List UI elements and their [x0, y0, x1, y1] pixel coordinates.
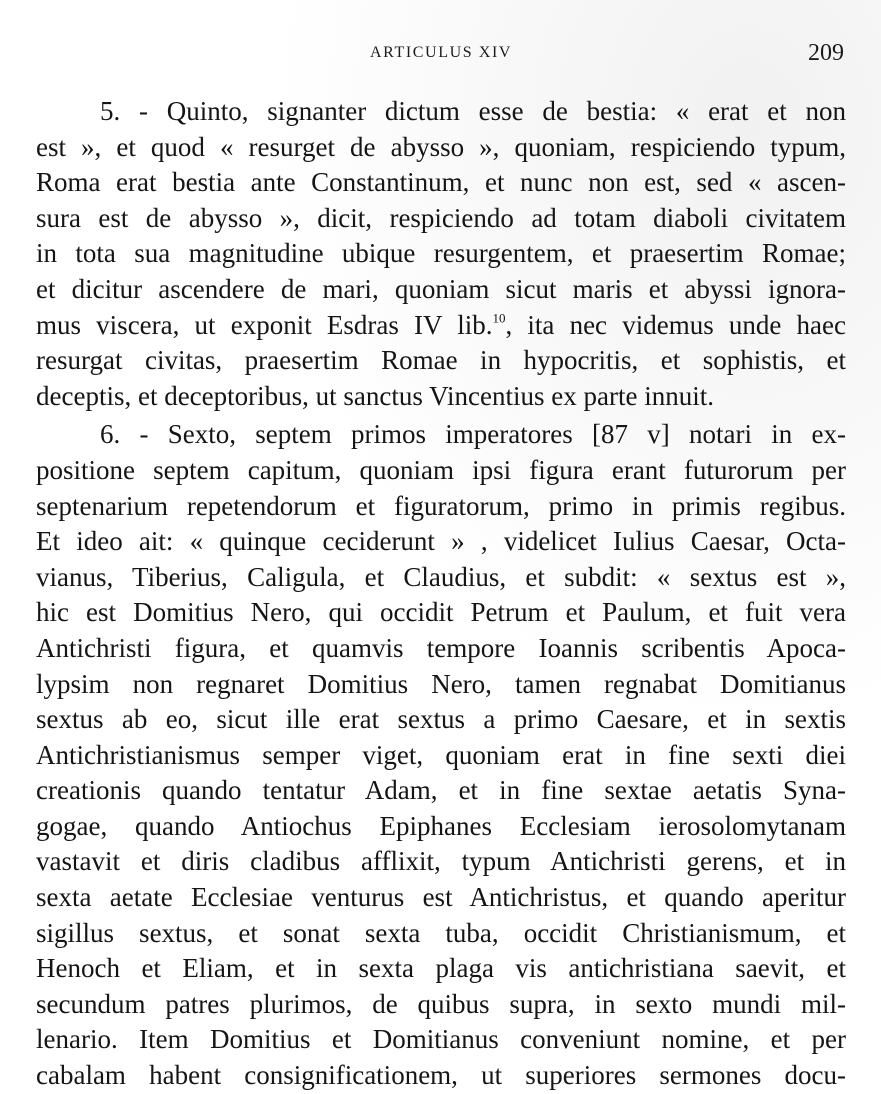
text-line: septenarium repetendorum et figuratorum, primo in primis regibus. — [36, 490, 846, 521]
text-line: 5. - Quinto, signanter dictum esse de bestia: « erat et non — [100, 96, 846, 126]
text-fragment: mus viscera, ut exponit Esdras IV lib. — [36, 309, 493, 340]
text-line: Et ideo ait: « quinque ceciderunt » , videlicet Iulius Caesar, Octa- — [36, 526, 846, 557]
text-line: gogae, quando Antiochus Epiphanes Ecclesiam ierosolomytanam — [36, 810, 846, 841]
text-line: hic est Domitius Nero, qui occidit Petrum et Paulum, et fuit vera — [36, 597, 846, 628]
text-line: est », et quod « resurget de abysso », quoniam, respiciendo typum, — [36, 131, 846, 162]
text-line: creationis quando tentatur Adam, et in fine sextae aetatis Syna- — [36, 775, 846, 806]
text-line: deceptis, et deceptoribus, ut sanctus Vincentius ex parte innuit. — [36, 380, 714, 411]
text-line: sura est de abysso », dicit, respiciendo ad totam diaboli civitatem — [36, 202, 846, 233]
page-number: 209 — [808, 40, 844, 66]
text-line: sexta aetate Ecclesiae venturus est Antichristus, et quando aperitur — [36, 882, 846, 913]
text-line: secundum patres plurimos, de quibus supra, in sexto mundi mil- — [36, 988, 846, 1019]
text-line: lenario. Item Domitius et Domitianus conveniunt nomine, et per — [36, 1024, 846, 1055]
text-line: et dicitur ascendere de mari, quoniam sicut maris et abyssi ignora- — [36, 273, 846, 304]
body-text — [36, 94, 846, 1094]
footnote-marker: 10 — [492, 309, 506, 325]
text-fragment: , ita nec videmus unde haec — [505, 309, 846, 340]
paragraph-6 — [36, 417, 846, 1093]
text-line: lypsim non regnaret Domitius Nero, tamen regnabat Domitianus — [36, 668, 846, 699]
text-line: sigillus sextus, et sonat sexta tuba, occidit Christianismum, et — [36, 917, 846, 948]
text-line: in tota sua magnitudine ubique resurgentem, et praesertim Romae; — [36, 238, 846, 269]
text-line: vianus, Tiberius, Caligula, et Claudius, et subdit: « sextus est », — [36, 561, 846, 592]
text-line: Roma erat bestia ante Constantinum, et nunc non est, sed « ascen- — [36, 167, 846, 198]
running-head — [0, 40, 881, 70]
text-line: positione septem capitum, quoniam ipsi figura erant futurorum per — [36, 454, 846, 485]
text-line: Henoch et Eliam, et in sexta plaga vis antichristiana saevit, et — [36, 953, 846, 984]
text-line: Antichristi figura, et quamvis tempore Ioannis scribentis Apoca- — [36, 632, 846, 663]
text-line: resurgat civitas, praesertim Romae in hypocritis, et sophistis, et — [36, 345, 846, 376]
text-line-with-footnote — [36, 308, 846, 344]
text-line: sextus ab eo, sicut ille erat sextus a primo Caesare, et in sextis — [36, 704, 846, 735]
text-line: vastavit et diris cladibus afflixit, typum Antichristi gerens, et in — [36, 846, 846, 877]
text-line: 6. - Sexto, septem primos imperatores [87 v] notari in ex- — [100, 419, 846, 450]
paragraph-5 — [36, 94, 846, 414]
text-line: cabalam habent consignificationem, ut superiores sermones docu- — [36, 1060, 846, 1091]
running-head-title: ARTICULUS XIV — [370, 44, 513, 61]
text-line: Antichristianismus semper viget, quoniam erat in fine sexti diei — [36, 739, 846, 770]
